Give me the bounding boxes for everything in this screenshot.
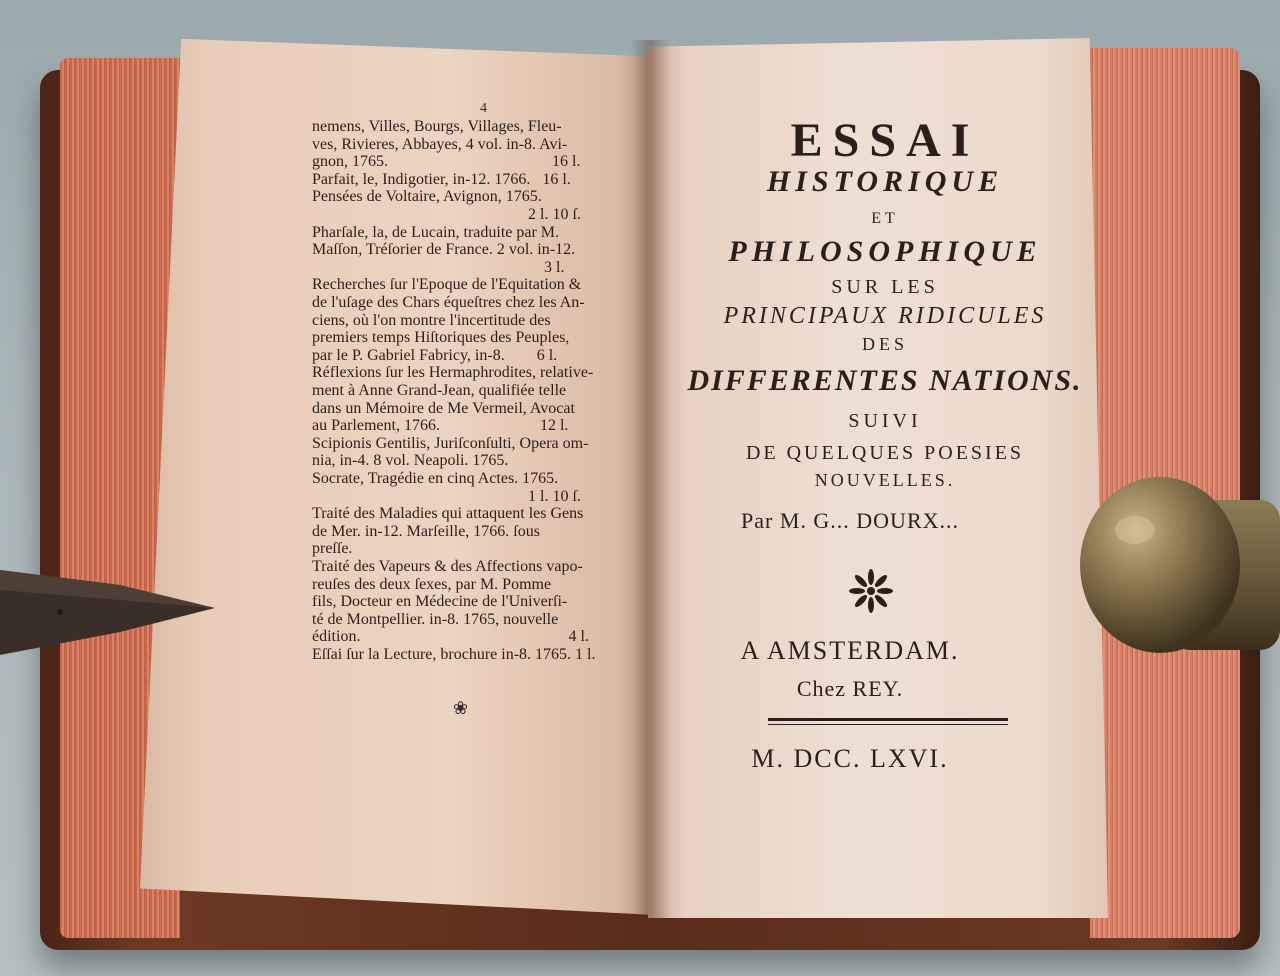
catalogue-line: de Mer. in-12. Marſeille, 1766. ſous (312, 522, 540, 540)
thick-rule (768, 718, 1008, 721)
catalogue-line: de l'uſage des Chars équeſtres chez les An- (312, 294, 585, 311)
catalogue-line: Scipionis Gentilis, Juriſconſulti, Opera om- (312, 434, 589, 452)
title-philosophique: PHILOSOPHIQUE (728, 235, 1042, 268)
catalogue-line: fils, Docteur en Médecine de l'Univerſi- (312, 593, 568, 611)
catalogue-line: reuſes des deux ſexes, par M. Pomme (312, 575, 552, 593)
printers-ornament-icon (846, 566, 896, 616)
catalogue-line: 2 l. 10 ſ. (312, 206, 581, 223)
imprint-publisher: Chez REY. (796, 676, 904, 701)
title-essai: ESSAI (790, 114, 980, 167)
catalogue-line: édition. 4 l. (312, 628, 589, 646)
page-number: 4 (480, 101, 487, 116)
title-suivi: SUIVI (848, 410, 922, 432)
left-book-weight (0, 560, 220, 670)
catalogue-line: Pensées de Voltaire, Avignon, 1765. (312, 188, 542, 206)
thin-rule (768, 724, 1008, 725)
title-nouvelles: NOUVELLES. (814, 470, 956, 490)
imprint-place: A AMSTERDAM. (740, 636, 960, 665)
book-gutter (630, 40, 670, 920)
catalogue-line: Réflexions ſur les Hermaphrodites, relative- (312, 364, 594, 382)
catalogue-line: Pharſale, la, de Lucain, traduite par M. (312, 223, 560, 241)
title-principaux: PRINCIPAUX RIDICULES (723, 303, 1047, 329)
catalogue-line: nia, in-4. 8 vol. Neapoli. 1765. (312, 452, 509, 470)
catalogue-line: ves, Rivieres, Abbayes, 4 vol. in-8. Avi- (312, 135, 568, 153)
catalogue-line: Parfait, le, Indigotier, in-12. 1766. 16 l. (312, 170, 571, 188)
catalogue-line: 3 l. (312, 258, 565, 276)
catalogue-line: premiers temps Hiſtoriques des Peuples, (312, 329, 570, 347)
catalogue-line: dans un Mémoire de Me Vermeil, Avocat (312, 399, 575, 417)
catalogue-line: gnon, 1765. 16 l. (312, 153, 581, 171)
catalogue-line: Traité des Maladies qui attaquent les Gens (312, 505, 584, 523)
title-des: DES (861, 334, 908, 354)
catalogue-line: nemens, Villes, Bourgs, Villages, Fleu- (312, 118, 562, 135)
catalogue-line: preſſe. (312, 540, 353, 558)
title-sur-les: SUR LES (831, 276, 939, 298)
title-differentes: DIFFERENTES NATIONS. (687, 364, 1083, 397)
catalogue-line: Eſſai ſur la Lecture, brochure in-8. 1765. 1 l. (312, 646, 596, 663)
catalogue-line: Traité des Vapeurs & des Affections vapo- (312, 558, 583, 575)
catalogue-line: Socrate, Tragédie en cinq Actes. 1765. (312, 470, 559, 487)
catalogue-line: ment à Anne Grand-Jean, qualifiée telle (312, 382, 567, 399)
right-book-weight (1075, 470, 1280, 670)
author-line: Par M. G... DOURX... (741, 508, 959, 533)
imprint-date: M. DCC. LXVI. (751, 744, 949, 773)
title-et: ET (871, 210, 899, 227)
title-historique: HISTORIQUE (766, 165, 1004, 198)
title-quelques-poesies: DE QUELQUES POESIES (745, 442, 1025, 464)
catalogue-line: té de Montpellier. in-8. 1765, nouvelle (312, 610, 559, 628)
catalogue-line: Maſſon, Tréſorier de France. 2 vol. in-12. (312, 241, 576, 259)
flower-ornament-icon: ❀ (453, 698, 469, 718)
catalogue-line: 1 l. 10 ſ. (312, 487, 581, 505)
catalogue-line: au Parlement, 1766. 12 l. (312, 417, 569, 435)
catalogue-line: ciens, où l'on montre l'incertitude des (312, 311, 551, 329)
catalogue-line: par le P. Gabriel Fabricy, in-8. 6 l. (312, 346, 558, 364)
catalogue-line: Recherches ſur l'Epoque de l'Equitation & (312, 276, 582, 294)
